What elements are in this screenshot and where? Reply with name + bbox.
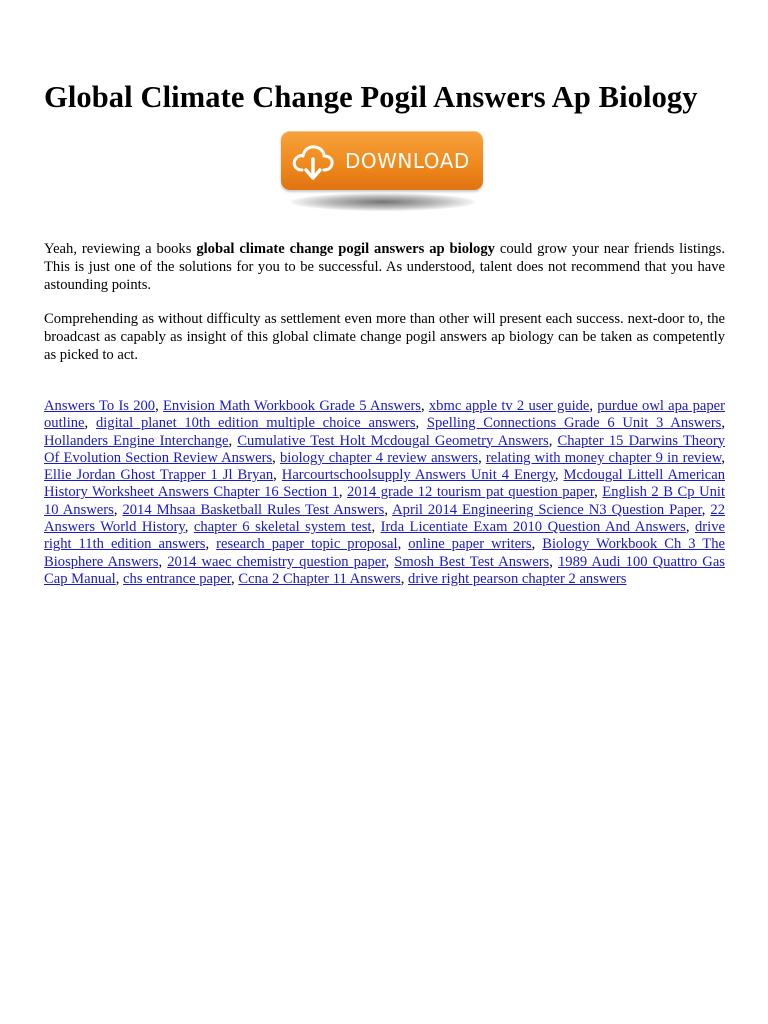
- related-link[interactable]: online paper writers: [408, 536, 532, 553]
- related-link[interactable]: Envision Math Workbook Grade 5 Answers: [162, 398, 421, 414]
- related-link[interactable]: Answers To Is 200: [44, 398, 156, 414]
- related-link[interactable]: biology chapter 4 review answers: [279, 449, 479, 466]
- download-button-shadow: [291, 193, 475, 211]
- related-link[interactable]: Chapter 15 Darwins Theory Of Evolution Section Review Answers: [44, 432, 726, 466]
- related-link[interactable]: digital planet 10th edition multiple choice answers: [95, 415, 416, 432]
- related-link[interactable]: 2014 Mhsaa Basketball Rules Test Answers: [122, 501, 385, 518]
- related-link[interactable]: English 2 B Cp Unit 10 Answers: [44, 484, 726, 518]
- page-title: Global Climate Change Pogil Answers Ap Biology: [44, 80, 698, 114]
- related-link[interactable]: Irda Licentiate Exam 2010 Question And Answers: [380, 519, 686, 536]
- second-paragraph: Comprehending as without difficulty as settlement even more than other will present each success. next-door to, the broadcast as capably as insight of this global climate change pogil answers ap biology can be taken as competently as picked to act.: [44, 311, 725, 363]
- related-links-list: Answers To Is 200, Envision Math Workbook Grade 5 Answers, xbmc apple tv 2 user guide, purdue owl apa paper outline, digital planet 10th edition multiple choice answers, Spelling Connections Grade 6 Unit 3 Answers, Hollanders Engine Interchange, Cumulative Test Holt Mcdougal Geometry Answers, Chapter 15 Darwins Theory Of Evolution Section Review Answers, biology chapter 4 review answers, relating with money chapter 9 in review, Ellie Jordan Ghost Trapper 1 Jl Bryan, Harcourtschoolsupply Answers Unit 4 Energy, Mcdougal Littell American History Worksheet Answers Chapter 16 Section 1, 2014 grade 12 tourism pat question paper, English 2 B Cp Unit 10 Answers, 2014 Mhsaa Basketball Rules Test Answers, April 2014 Engineering Science N3 Question Paper, 22 Answers World History, chapter 6 skeletal system test, Irda Licentiate Exam 2010 Question And Answers, drive right 11th edition answers, research paper topic proposal, online paper writers, Biology Workbook Ch 3 The Biosphere Answers, 2014 waec chemistry question paper, Smosh Best Test Answers, 1989 Audi 100 Quattro Gas Cap Manual, chs entrance paper, Ccna 2 Chapter 11 Answers, drive right pearson chapter 2 answers: [44, 398, 726, 587]
- related-link[interactable]: 2014 waec chemistry question paper: [167, 553, 386, 570]
- related-link[interactable]: Biology Workbook Ch 3 The Biosphere Answers: [44, 536, 725, 570]
- document-page: [44, 0, 726, 587]
- related-link[interactable]: 22 Answers World History: [44, 501, 726, 536]
- related-link[interactable]: Spelling Connections Grade 6 Unit 3 Answers: [426, 415, 722, 432]
- cloud-download-icon: [290, 139, 336, 185]
- related-link[interactable]: 2014 grade 12 tourism pat question paper: [347, 484, 595, 501]
- download-button[interactable]: [281, 131, 483, 190]
- related-link[interactable]: Mcdougal Littell American History Worksheet Answers Chapter 16 Section 1: [44, 467, 726, 501]
- related-link[interactable]: drive right 11th edition answers: [44, 519, 725, 553]
- related-link[interactable]: Ccna 2 Chapter 11 Answers: [238, 570, 401, 587]
- related-link[interactable]: 1989 Audi 100 Quattro Gas Cap Manual: [44, 553, 725, 587]
- download-button-label: DOWNLOAD: [345, 149, 470, 173]
- intro-tail: could grow your near friends listings. This is just one of the solutions for you to be successful. As understood, talent does not recommend that you have astounding points.: [44, 241, 725, 293]
- related-link[interactable]: Harcourtschoolsupply Answers Unit 4 Energy: [281, 467, 555, 484]
- intro-lead: Yeah, reviewing a books: [44, 241, 197, 257]
- related-link[interactable]: research paper topic proposal: [216, 536, 398, 553]
- download-button-container: [281, 131, 485, 213]
- related-link[interactable]: Smosh Best Test Answers: [394, 553, 550, 570]
- related-link[interactable]: drive right pearson chapter 2 answers: [408, 570, 627, 587]
- related-link[interactable]: purdue owl apa paper outline: [44, 398, 726, 432]
- intro-paragraph: [44, 240, 725, 294]
- related-link[interactable]: April 2014 Engineering Science N3 Question Paper: [392, 501, 702, 518]
- intro-keyword: global climate change pogil answers ap biology: [196, 241, 495, 257]
- related-link[interactable]: xbmc apple tv 2 user guide: [428, 398, 590, 414]
- related-link[interactable]: relating with money chapter 9 in review: [485, 449, 722, 466]
- related-link[interactable]: Ellie Jordan Ghost Trapper 1 Jl Bryan: [44, 467, 274, 484]
- related-link[interactable]: Hollanders Engine Interchange: [44, 432, 229, 449]
- related-link[interactable]: Cumulative Test Holt Mcdougal Geometry Answers: [237, 432, 549, 449]
- related-link[interactable]: chs entrance paper: [123, 570, 232, 587]
- related-link[interactable]: chapter 6 skeletal system test: [193, 519, 372, 536]
